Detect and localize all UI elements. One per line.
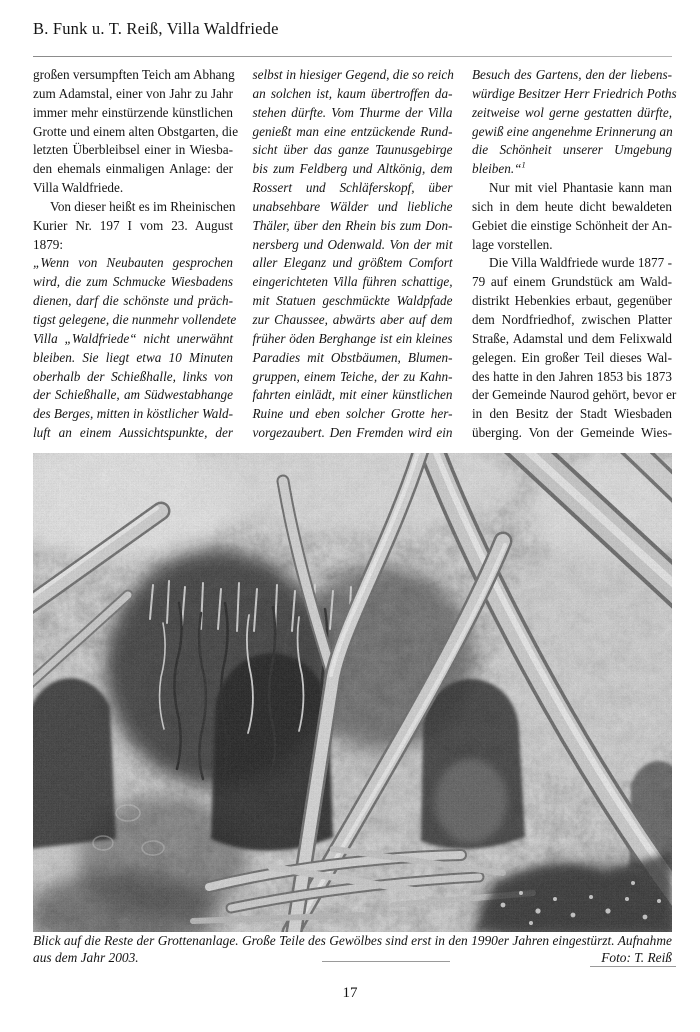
- grotto-photo-image: [33, 453, 672, 932]
- grotto-photograph: [33, 453, 672, 932]
- text-line: sich in dem heute dicht bewaldeten: [472, 198, 672, 214]
- photo-credit: Foto: T. Reiß: [601, 949, 672, 965]
- text-line: 1879:: [33, 236, 64, 252]
- header-rule: [33, 56, 672, 57]
- text-line: Rossert und Schläferskopf, über: [252, 180, 453, 196]
- text-line: tigst gelegene, die nunmehr vollendete: [33, 311, 237, 327]
- text-column-2: [253, 66, 453, 443]
- text-line: Villa „Waldfriede“ nicht unerwähnt: [33, 330, 233, 346]
- text-line: den ehemals einmaligen Anlage: der: [33, 161, 233, 177]
- text-line: zur Chaussee, abwärts aber auf dem: [252, 311, 453, 327]
- text-column-1: [33, 66, 239, 443]
- text-line: Villa Waldfriede.: [33, 180, 124, 196]
- text-line: Besuch des Gartens, den der liebens-: [472, 67, 672, 82]
- text-line: luft an einem Aussichtspunkte, der: [33, 425, 233, 441]
- text-line: großen versumpften Teich am Abhang: [33, 67, 235, 82]
- text-line: sicht über das ganze Taunusgebirge: [252, 142, 453, 158]
- text-line: immer mehr einstürzende künstlichen: [33, 104, 233, 120]
- footnote-rule-right: [590, 966, 676, 967]
- text-line: die Schönheit unserer Umgebung: [472, 142, 672, 158]
- text-line: wird, die zum Schmucke Wiesbadens: [33, 274, 233, 290]
- text-line: Thäler, über den Rhein bis zum Don-: [252, 217, 453, 233]
- text-line: gewiß eine angenehme Erinnerung an: [472, 123, 673, 139]
- text-line: stehen dürfte. Vom Thurme der Villa: [252, 104, 453, 120]
- text-line: „Wenn von Neubauten gesprochen: [33, 255, 233, 271]
- text-line: bleiben. Sie liegt etwa 10 Minuten: [33, 349, 233, 365]
- text-line: Von dieser heißt es im Rheinischen: [50, 198, 236, 214]
- text-line: Nur mit viel Phantasie kann man: [489, 180, 672, 196]
- text-line: Gebiet die einstige Schönheit der An-: [472, 217, 672, 233]
- text-line: überging. Von der Gemeinde Wies-: [472, 425, 672, 441]
- text-line: unabsehbare Wälder und liebliche: [252, 198, 453, 214]
- text-line: gelegen. Ein großer Teil dieses Wal-: [472, 349, 672, 365]
- text-line: dem Nordfriedhof, zwischen Platter: [472, 311, 672, 327]
- text-line: zum Adamstal, einer von Jahr zu Jahr: [33, 85, 233, 101]
- text-line: bleiben.“$^1$: [472, 159, 526, 177]
- text-line: der Schießhalle, am Südwestabhange: [33, 387, 233, 403]
- text-line: Ruine und eben solcher Grotte her-: [252, 406, 453, 422]
- text-line: aller Eleganz und größtem Comfort: [252, 255, 453, 271]
- text-line: Grotte und einem alten Obstgarten, die: [33, 123, 239, 139]
- text-line: Kurier Nr. 197 I vom 23. August: [33, 217, 233, 233]
- text-line: früher öden Berghange ist ein kleines: [252, 330, 453, 346]
- running-header: B. Funk u. T. Reiß, Villa Waldfriede: [33, 19, 279, 38]
- text-line: genießt man eine entzückende Rund-: [252, 123, 453, 139]
- text-line: distrikt Hebenkies erbaut, gegenüber: [472, 293, 672, 309]
- text-line: Die Villa Waldfriede wurde 1877 -: [489, 255, 672, 271]
- text-line: mit Statuen geschmückte Waldpfade: [252, 293, 453, 309]
- text-column-3: [472, 66, 677, 443]
- text-line: lage vorstellen.: [472, 236, 553, 252]
- text-line: selbst in hiesiger Gegend, die so reich: [252, 67, 454, 82]
- footnote-rule-center: [322, 961, 450, 962]
- text-line: dienen, darf die schönste und präch-: [33, 293, 233, 309]
- page-number: 17: [342, 985, 358, 1001]
- text-line: nersberg und Odenwald. Von der mit: [252, 236, 453, 252]
- text-line: würdige Besitzer Herr Friedrich Poths: [472, 85, 677, 101]
- text-line: des hatte in den Jahren 1853 bis 1873: [472, 368, 672, 384]
- text-line: bis zum Feldberg und Altkönig, dem: [252, 161, 453, 177]
- text-line: Straße, Adamstal und dem Felixwald: [472, 330, 672, 346]
- text-line: gruppen, einem Teiche, der zu Kahn-: [252, 368, 453, 384]
- caption-line-1: Blick auf die Reste der Grottenanlage. Große Teile des Gewölbes sind erst in den 1990er Jahren eingestürzt. Aufnahme: [33, 933, 672, 948]
- text-line: an solchen ist, kaum übertroffen da-: [252, 85, 453, 101]
- text-line: 79 auf einem Grundstück am Wald-: [472, 274, 672, 290]
- footnote-marker: 1: [521, 159, 526, 170]
- text-line: eingerichteten Villa führen schattige,: [252, 274, 453, 290]
- text-line: des Berges, mitten in köstlicher Wald-: [33, 406, 233, 422]
- article-columns: [33, 66, 677, 443]
- text-line: fahrten einlädt, mit einer künstlichen: [252, 387, 453, 403]
- caption-line-2: aus dem Jahr 2003.: [33, 949, 139, 965]
- text-line: Paradies mit Obstbäumen, Blumen-: [252, 349, 453, 365]
- text-line: vorgezaubert. Den Fremden wird ein: [252, 425, 453, 441]
- text-line: in den Besitz der Stadt Wiesbaden: [472, 406, 672, 422]
- text-line: der Gemeinde Naurod gehört, bevor er: [472, 387, 677, 403]
- text-line: letzten Überbleibsel einer in Wiesba-: [33, 142, 233, 158]
- text-line: oberhalb der Schießhalle, links von: [33, 368, 233, 384]
- text-line: zeitweise wol gerne gestatten dürfte,: [472, 104, 672, 120]
